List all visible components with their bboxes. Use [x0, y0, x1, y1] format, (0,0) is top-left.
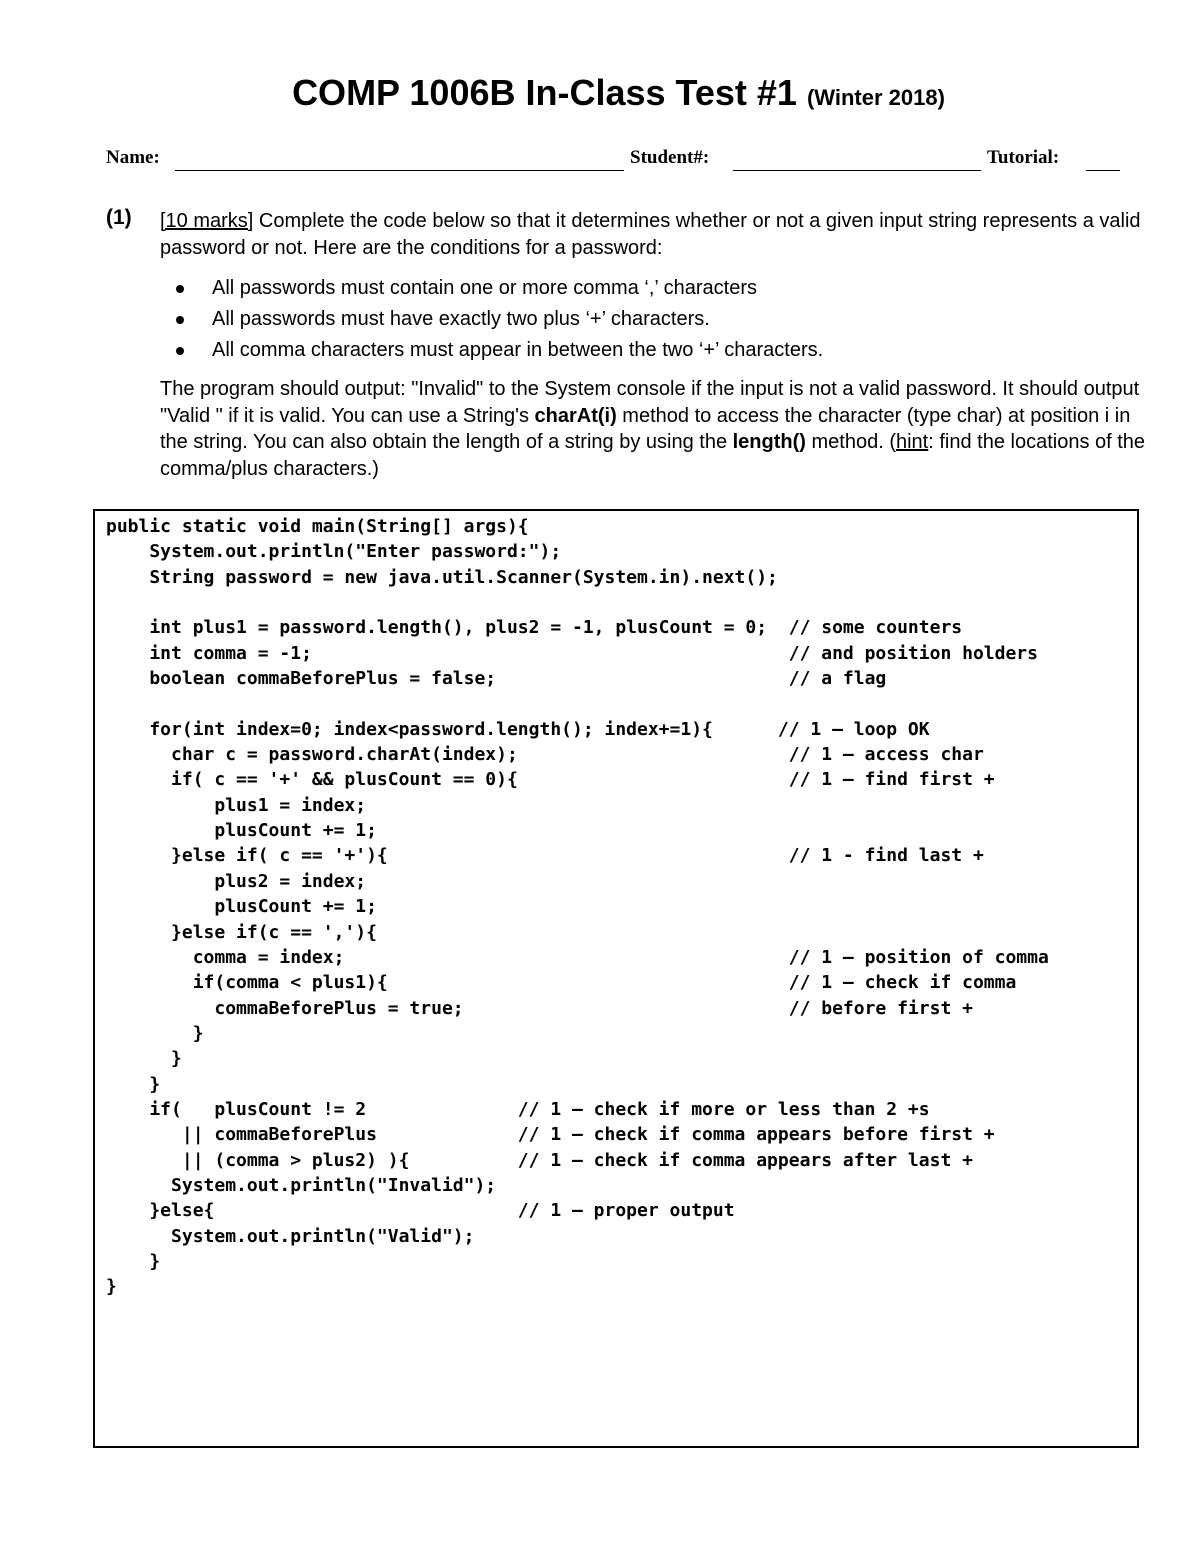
- question-intro: Complete the code below so that it determines whether or not a given input string represents a valid password or not. Here are the conditions for a password:: [160, 210, 1141, 259]
- condition-item: All passwords must contain one or more comma ‘,’ characters: [172, 275, 1132, 306]
- code-line: }: [106, 1022, 204, 1044]
- page-title: [0, 72, 1200, 114]
- code-line: if(comma < plus1){ // 1 – check if comma: [106, 972, 1017, 994]
- code-line: int plus1 = password.length(), plus2 = -1, plusCount = 0; // some counters: [106, 617, 963, 639]
- condition-item: All passwords must have exactly two plus ‘+’ characters.: [172, 306, 1132, 337]
- student-number-field-line[interactable]: [733, 170, 981, 171]
- code-line: || (comma > plus2) ){ // 1 – check if comma appears after last +: [106, 1149, 973, 1171]
- code-line: }else if( c == '+'){ // 1 - find last +: [106, 845, 984, 867]
- title-term: (Winter 2018): [806, 85, 945, 110]
- code-line: int comma = -1; // and position holders: [106, 642, 1038, 664]
- question-marks: [10 marks]: [160, 210, 254, 232]
- code-block: [106, 514, 1049, 1300]
- code-line: }else if(c == ','){: [106, 921, 377, 943]
- code-line: if( plusCount != 2 // 1 – check if more or less than 2 +s: [106, 1098, 930, 1120]
- code-line: commaBeforePlus = true; // before first +: [106, 997, 973, 1019]
- code-line: }else{ // 1 – proper output: [106, 1200, 735, 1222]
- question-number: (1): [106, 206, 132, 229]
- instructions-text: : find the locations of the comma/plus characters.): [160, 431, 1146, 480]
- charat-method: charAt(i): [534, 404, 617, 427]
- code-line: char c = password.charAt(index); // 1 – access char: [106, 744, 984, 766]
- tutorial-field-line[interactable]: [1086, 170, 1120, 171]
- code-line: }: [106, 1073, 161, 1095]
- instructions-text: The program should output: "Invalid" to the System console if the input is not a valid password. It should output "Valid " if it is valid. You can use a String's: [160, 378, 1140, 427]
- instructions-paragraph: [160, 376, 1150, 482]
- code-line: public static void main(String[] args){: [106, 516, 529, 537]
- code-line: plus1 = index;: [106, 794, 367, 816]
- code-line: for(int index=0; index<password.length(); index+=1){ // 1 – loop OK: [106, 718, 930, 740]
- instructions-text: method to access the character (type char) at position i in the string. You can also obtain the length of a string by using the: [160, 404, 1131, 453]
- student-info-row: [106, 143, 1122, 173]
- code-line: if( c == '+' && plusCount == 0){ // 1 – find first +: [106, 769, 995, 791]
- student-number-label: Student#:: [630, 147, 710, 168]
- hint-label: hint: [895, 431, 929, 453]
- title-main: COMP 1006B In-Class Test #1: [292, 72, 797, 113]
- code-line: System.out.println("Valid");: [106, 1225, 475, 1247]
- password-conditions-list: [172, 275, 1132, 368]
- question-text: [160, 208, 1150, 262]
- code-line: plusCount += 1;: [106, 896, 377, 918]
- code-line: boolean commaBeforePlus = false; // a flag: [106, 668, 887, 690]
- code-line: System.out.println("Enter password:");: [106, 541, 562, 563]
- code-line: || commaBeforePlus // 1 – check if comma appears before first +: [106, 1124, 995, 1146]
- code-line: System.out.println("Invalid");: [106, 1174, 497, 1196]
- code-line: }: [106, 1250, 161, 1272]
- code-line: comma = index; // 1 – position of comma: [106, 946, 1049, 968]
- tutorial-label: Tutorial:: [987, 147, 1060, 168]
- code-line: }: [106, 1276, 117, 1298]
- name-field-line[interactable]: [175, 170, 624, 171]
- code-line: plusCount += 1;: [106, 820, 377, 842]
- length-method: length(): [732, 431, 806, 453]
- condition-item: All comma characters must appear in between the two ‘+’ characters.: [172, 337, 1132, 368]
- code-line: String password = new java.util.Scanner(System.in).next();: [106, 566, 778, 588]
- name-label: Name:: [106, 147, 160, 168]
- instructions-text: method. (: [805, 431, 896, 453]
- code-line: plus2 = index;: [106, 870, 367, 892]
- code-line: }: [106, 1048, 182, 1070]
